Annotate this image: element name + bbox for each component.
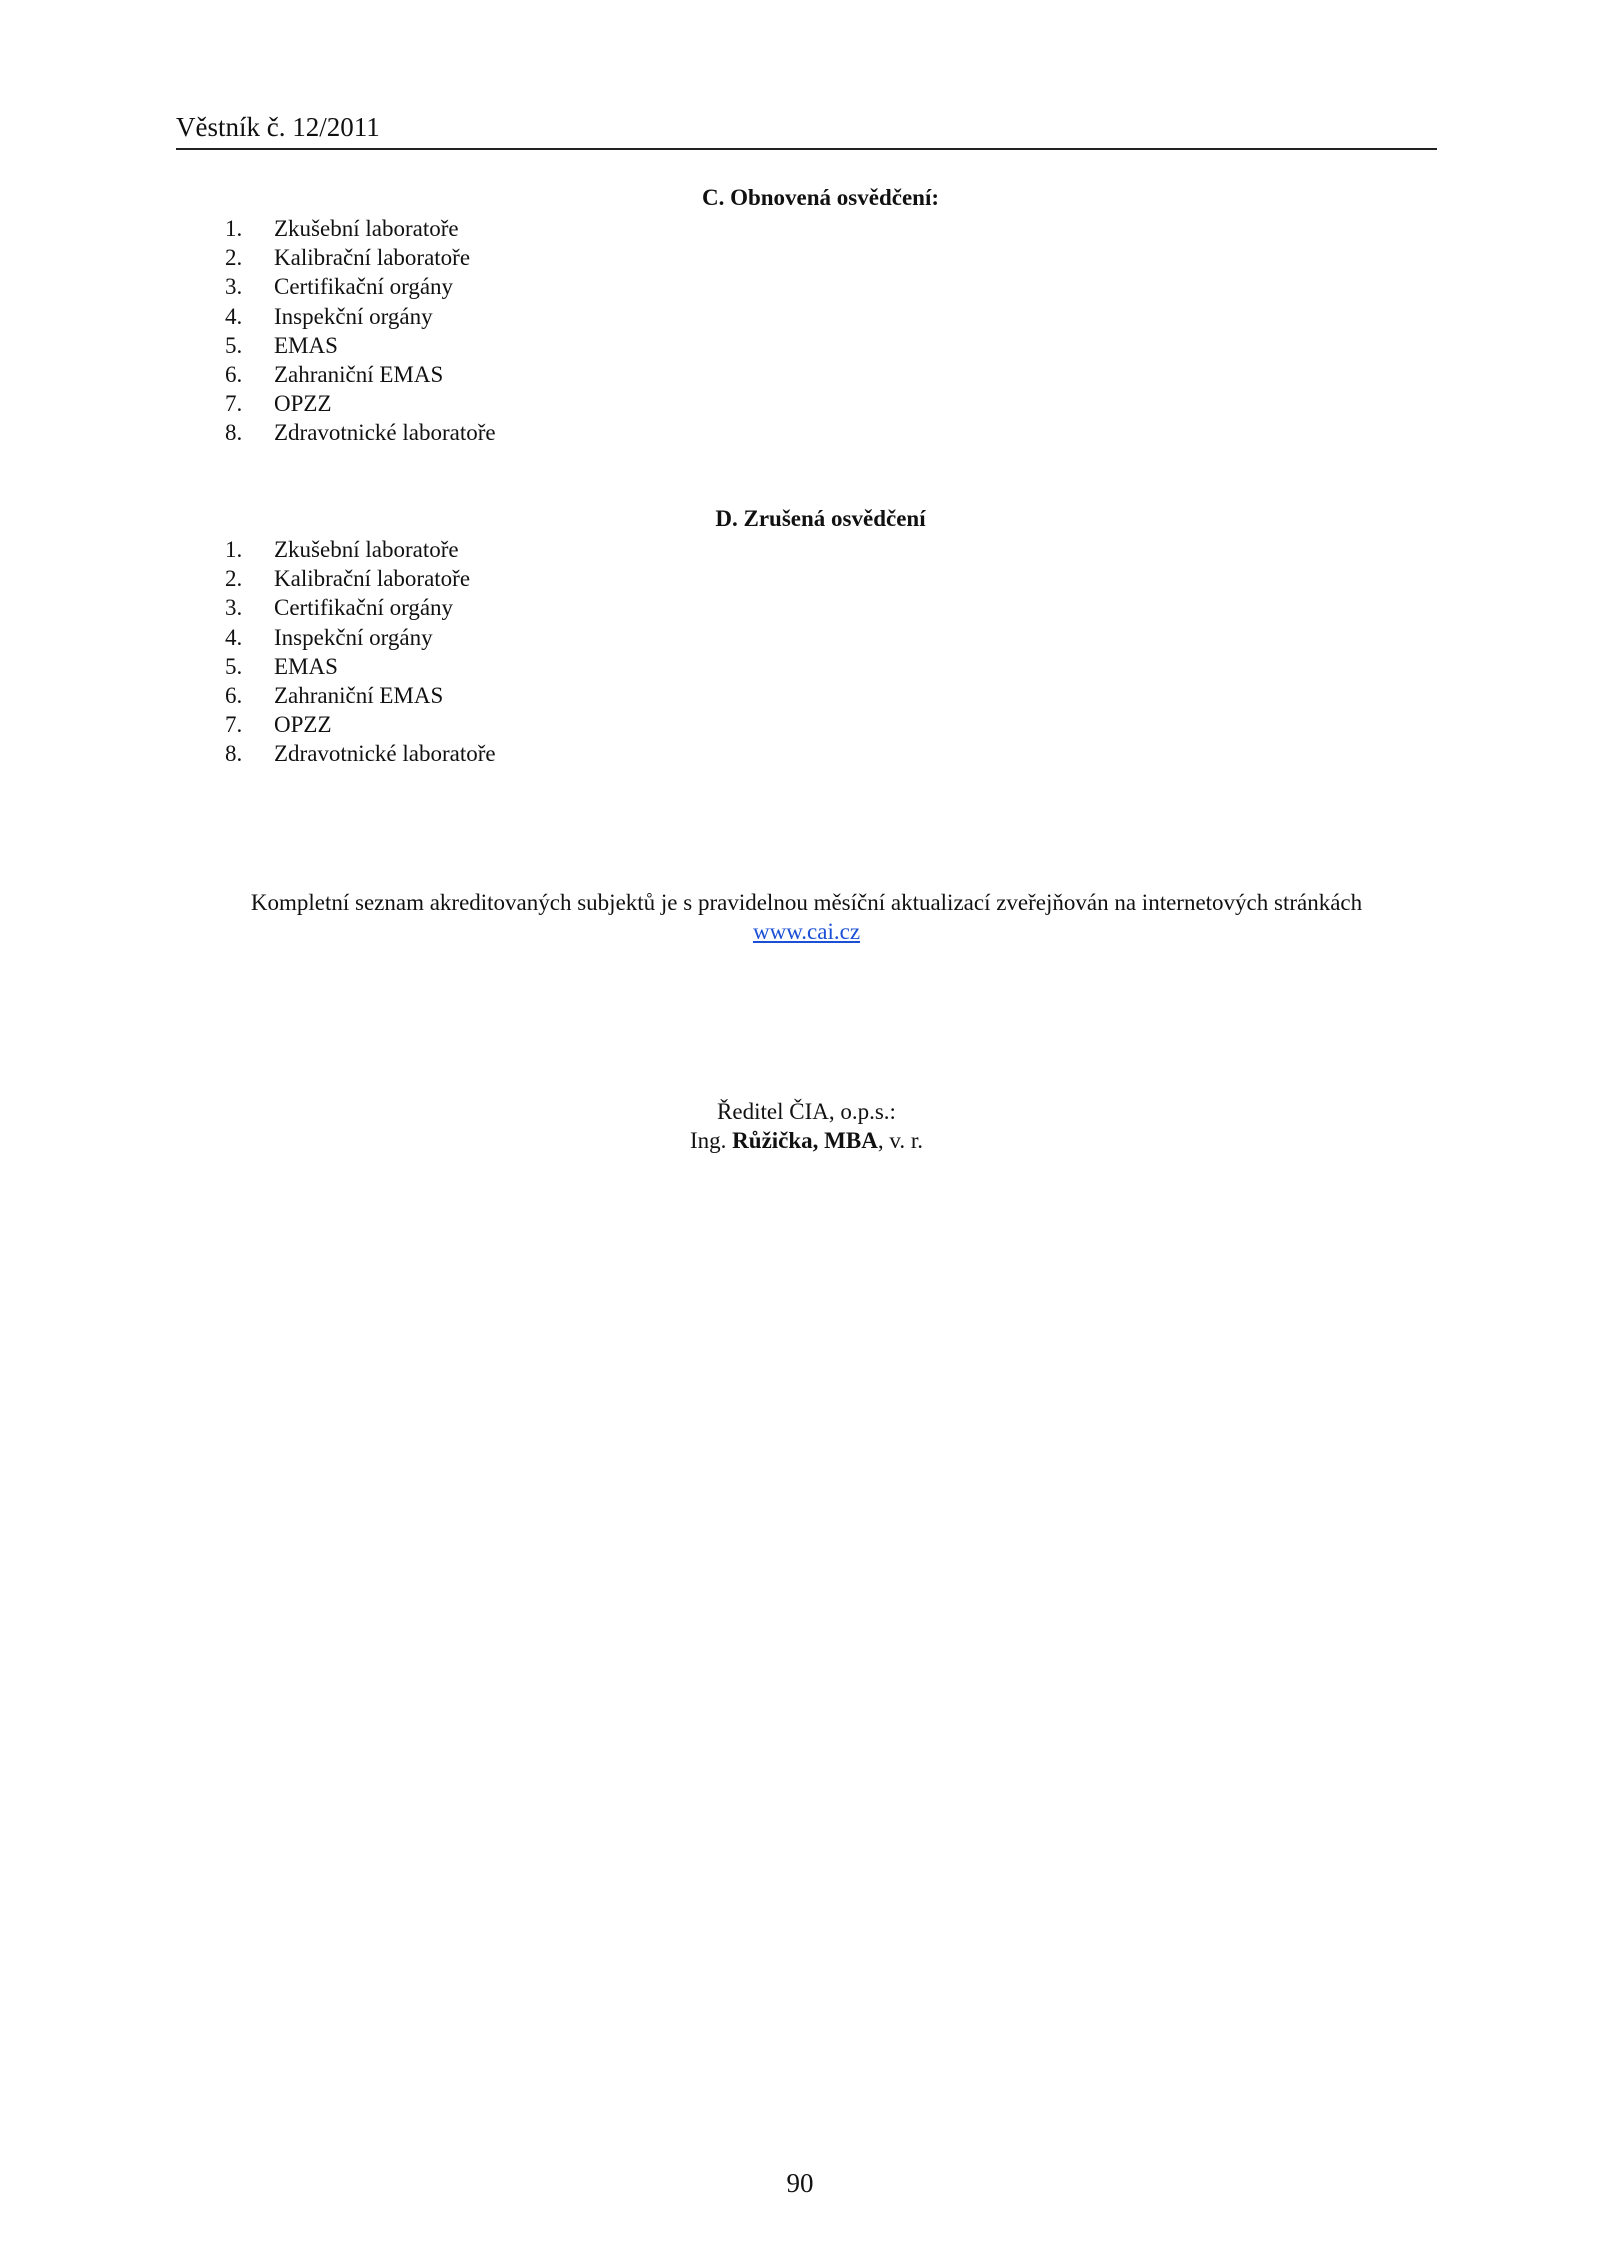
notice-text: Kompletní seznam akreditovaných subjektů je s pravidelnou měsíční aktualizací zveřejňován na internetových stránkách: [250, 890, 1363, 915]
section-heading: C. Obnovená osvědčení:: [701, 185, 940, 210]
item-label: Certifikační orgány: [274, 595, 454, 621]
list-item: [176, 623, 1437, 652]
item-label: OPZZ: [274, 391, 332, 417]
item-number: 5.: [225, 653, 243, 679]
item-label: Inspekční orgány: [274, 624, 433, 650]
item-number: 8.: [225, 420, 243, 446]
item-number: 5.: [225, 332, 243, 358]
item-label: Zkušební laboratoře: [274, 537, 459, 562]
item-number: 1.: [225, 537, 243, 562]
list-item: [176, 302, 1437, 331]
list-item: [176, 272, 1437, 301]
list-item: [176, 739, 1437, 768]
item-label: OPZZ: [274, 712, 332, 738]
signatory-name: Růžička, MBA: [732, 1128, 878, 1153]
item-label: Zkušební laboratoře: [274, 216, 459, 241]
list-item: [176, 331, 1437, 360]
item-number: 2.: [225, 566, 243, 592]
accreditation-notice: [176, 888, 1437, 946]
item-number: 7.: [225, 391, 243, 417]
item-label: Zahraniční EMAS: [274, 682, 444, 708]
item-number: 4.: [225, 624, 243, 650]
item-label: EMAS: [274, 332, 338, 358]
item-label: Inspekční orgány: [274, 303, 433, 329]
list-item: [176, 243, 1437, 272]
item-number: 7.: [225, 712, 243, 738]
page-number: 90: [786, 2168, 814, 2198]
item-number: 4.: [225, 303, 243, 329]
list-item: [176, 214, 1437, 243]
list-item: [176, 389, 1437, 418]
item-number: 6.: [225, 361, 243, 387]
item-number: 3.: [225, 274, 243, 300]
list-item: [176, 360, 1437, 389]
item-number: 1.: [225, 216, 243, 241]
signature-suffix: , v. r.: [877, 1128, 923, 1153]
journal-title: Věstník č. 12/2011: [176, 112, 380, 142]
section-heading: D. Zrušená osvědčení: [715, 506, 926, 531]
item-label: Zdravotnické laboratoře: [274, 420, 496, 446]
list-item: [176, 564, 1437, 593]
renewed-certificates-list: [176, 214, 1437, 448]
section-renewed-certificates: [176, 184, 1437, 448]
revoked-certificates-list: [176, 535, 1437, 769]
page-header: [176, 110, 1437, 150]
list-item: [176, 418, 1437, 447]
item-label: Zdravotnické laboratoře: [274, 741, 496, 767]
list-item: [176, 535, 1437, 564]
signature-title: Ředitel ČIA, o.p.s.:: [717, 1099, 896, 1124]
list-item: [176, 593, 1437, 622]
signature-block: [176, 1097, 1437, 1155]
list-item: [176, 710, 1437, 739]
list-item: [176, 681, 1437, 710]
item-label: Kalibrační laboratoře: [274, 245, 471, 271]
item-number: 8.: [225, 741, 243, 767]
item-number: 3.: [225, 595, 243, 621]
item-label: Certifikační orgány: [274, 274, 454, 300]
signature-prefix: Ing.: [690, 1128, 733, 1153]
signature-name-line: [176, 1126, 1437, 1155]
item-number: 6.: [225, 682, 243, 708]
item-number: 2.: [225, 245, 243, 271]
section-revoked-certificates: [176, 505, 1437, 769]
cai-website-link[interactable]: www.cai.cz: [752, 919, 861, 944]
item-label: Kalibrační laboratoře: [274, 566, 471, 592]
item-label: Zahraniční EMAS: [274, 361, 444, 387]
list-item: [176, 652, 1437, 681]
item-label: EMAS: [274, 653, 338, 679]
